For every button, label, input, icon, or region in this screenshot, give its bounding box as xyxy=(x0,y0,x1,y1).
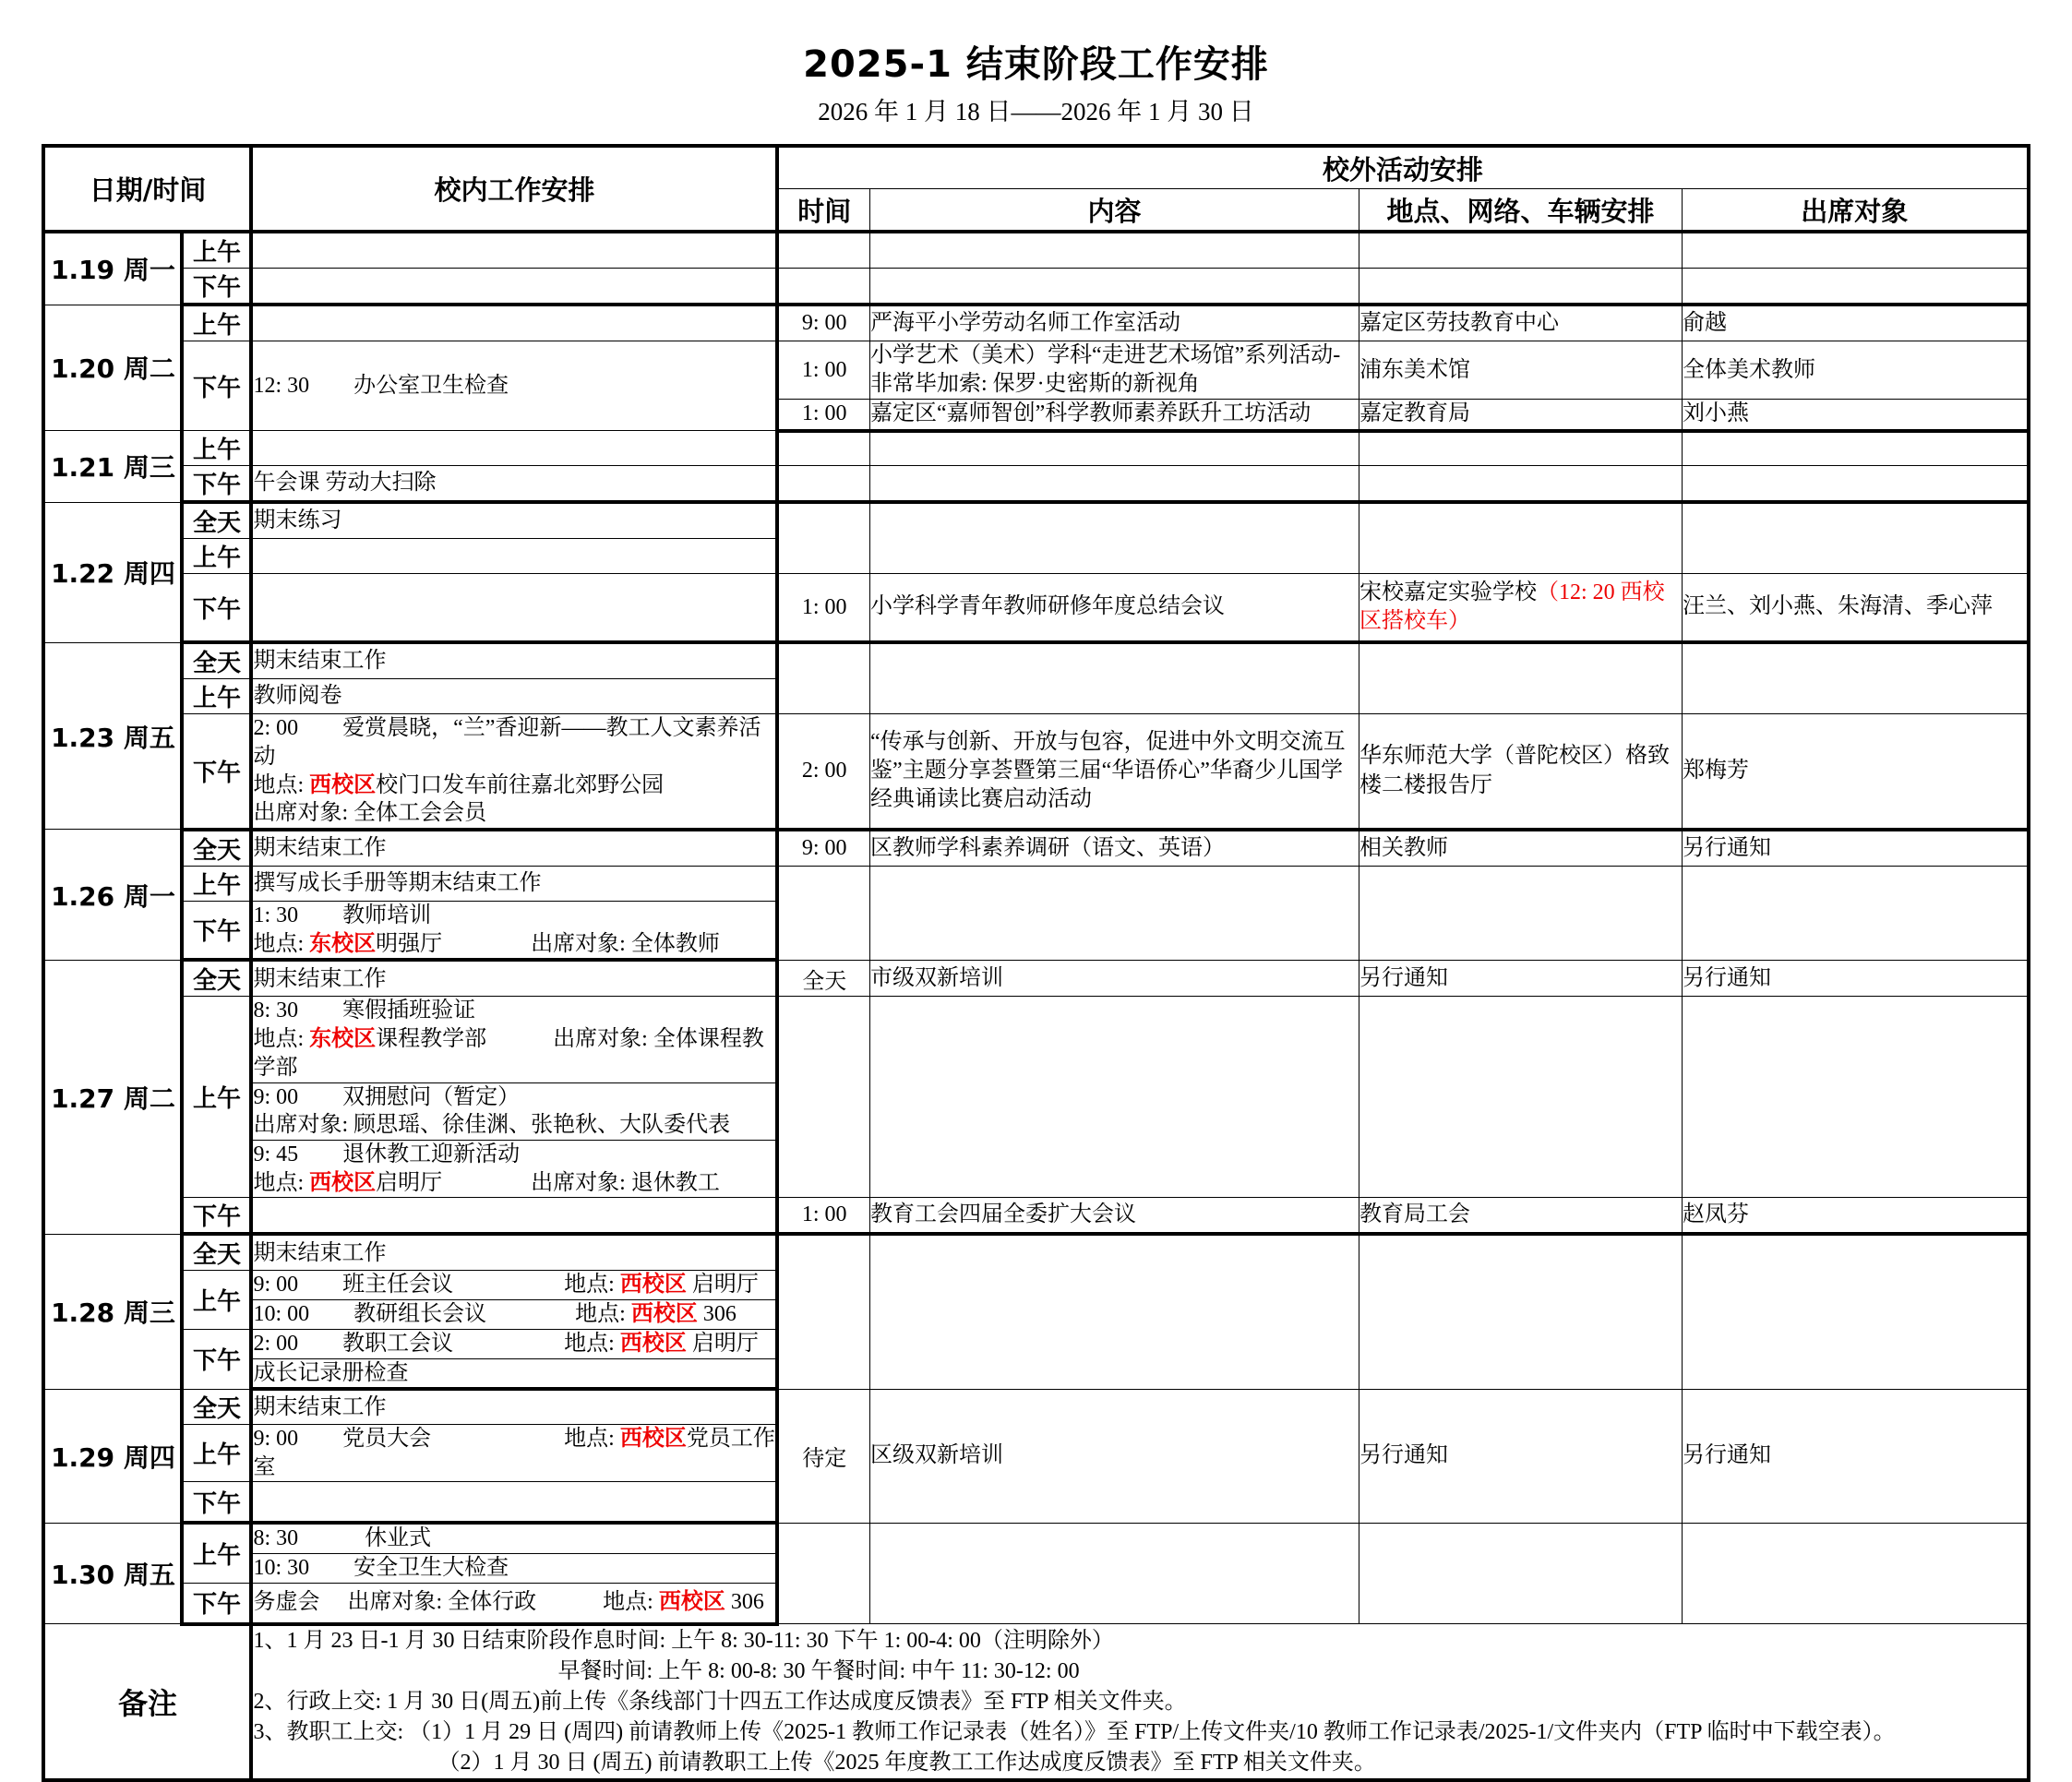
in-school-cell xyxy=(251,1082,777,1140)
out-time-cell: 1: 00 xyxy=(777,341,869,400)
campus-tag: 西校区 xyxy=(619,1426,687,1451)
out-place-cell xyxy=(1359,269,1682,305)
period-label-allday: 全天 xyxy=(182,830,251,867)
out-place-text: 宋校嘉定实验学校 xyxy=(1359,580,1537,604)
period-label-allday: 全天 xyxy=(182,960,251,997)
out-attendees-cell xyxy=(1682,642,2028,714)
in-school-cell xyxy=(251,1198,777,1235)
schedule-page xyxy=(0,35,2072,1776)
day-label: 1.21 周三 xyxy=(43,431,182,503)
header-attendees: 出席对象 xyxy=(1682,189,2028,233)
out-place-cell: 嘉定区劳技教育中心 xyxy=(1359,305,1682,341)
table-row xyxy=(43,341,2028,400)
period-label-morning: 上午 xyxy=(182,1271,251,1329)
in-school-cell: 期末结束工作 xyxy=(251,830,777,867)
table-row xyxy=(43,1523,2028,1553)
table-row xyxy=(43,305,2028,341)
out-place-cell xyxy=(1359,574,1682,643)
out-time-cell: 1: 00 xyxy=(777,1198,869,1235)
out-time-cell xyxy=(777,466,869,503)
out-time-cell: 2: 00 xyxy=(777,714,869,830)
out-content-cell xyxy=(869,431,1359,466)
out-place-cell: 浦东美术馆 xyxy=(1359,341,1682,400)
in-school-cell xyxy=(251,431,777,466)
header-place: 地点、网络、车辆安排 xyxy=(1359,189,1682,233)
in-school-cell: 期末结束工作 xyxy=(251,642,777,679)
out-time-cell xyxy=(777,1234,869,1389)
out-time-cell xyxy=(777,269,869,305)
notes-line: 早餐时间: 上午 8: 00-8: 30 午餐时间: 中午 11: 30-12: 00 xyxy=(557,1658,1080,1683)
out-time-cell xyxy=(777,642,869,714)
out-attendees-cell xyxy=(1682,466,2028,503)
in-school-line: 地点: 东校区课程教学部 出席对象: 全体课程教学部 xyxy=(253,1027,764,1080)
period-label-allday: 全天 xyxy=(182,1234,251,1271)
period-label-afternoon: 下午 xyxy=(182,1329,251,1389)
in-school-cell xyxy=(251,539,777,574)
day-label: 1.28 周三 xyxy=(43,1234,182,1389)
table-row xyxy=(43,866,2028,901)
out-attendees-cell xyxy=(1682,431,2028,466)
campus-tag: 西校区 xyxy=(619,1273,687,1298)
day-label: 1.30 周五 xyxy=(43,1523,182,1623)
out-place-cell xyxy=(1359,866,1682,960)
out-place-cell: 另行通知 xyxy=(1359,1389,1682,1523)
notes-body xyxy=(251,1624,2028,1781)
out-content-cell xyxy=(869,1523,1359,1623)
day-label: 1.29 周四 xyxy=(43,1389,182,1523)
in-school-cell xyxy=(251,574,777,643)
out-place-cell xyxy=(1359,431,1682,466)
table-row xyxy=(43,714,2028,830)
out-attendees-cell: 郑梅芳 xyxy=(1682,714,2028,830)
out-content-cell xyxy=(869,1234,1359,1389)
day-label: 1.26 周一 xyxy=(43,830,182,960)
period-label-allday: 全天 xyxy=(182,1389,251,1424)
in-school-cell: 教师阅卷 xyxy=(251,679,777,714)
page-subtitle: 2026 年 1 月 18 日——2026 年 1 月 30 日 xyxy=(818,98,1254,126)
in-school-cell xyxy=(251,1140,777,1197)
out-place-cell: 相关教师 xyxy=(1359,830,1682,867)
out-attendees-cell: 汪兰、刘小燕、朱海清、季心萍 xyxy=(1682,574,2028,643)
period-label-morning: 上午 xyxy=(182,232,251,269)
out-attendees-cell: 另行通知 xyxy=(1682,960,2028,997)
out-time-cell: 待定 xyxy=(777,1389,869,1523)
in-school-cell: 9: 00 班主任会议 地点: 西校区 启明厅 xyxy=(251,1271,777,1300)
out-attendees-cell: 另行通知 xyxy=(1682,1389,2028,1523)
out-place-cell: 嘉定教育局 xyxy=(1359,400,1682,431)
table-row xyxy=(43,502,2028,539)
period-label-afternoon: 下午 xyxy=(182,1198,251,1235)
out-content-cell: 小学艺术（美术）学科“走进艺术场馆”系列活动-非常毕加索: 保罗·史密斯的新视角 xyxy=(869,341,1359,400)
out-attendees-cell: 全体美术教师 xyxy=(1682,341,2028,400)
header-time: 时间 xyxy=(777,189,869,233)
out-place-cell xyxy=(1359,642,1682,714)
out-time-cell xyxy=(777,502,869,574)
period-label-morning: 上午 xyxy=(182,539,251,574)
notes-line: （2）1 月 30 日 (周五) 前请教职工上传《2025 年度教工工作达成度反馈表》至 FTP 相关文件夹。 xyxy=(437,1751,1376,1776)
table-row xyxy=(43,269,2028,305)
day-label: 1.23 周五 xyxy=(43,642,182,830)
in-school-cell xyxy=(251,901,777,960)
period-label-morning: 上午 xyxy=(182,997,251,1198)
out-content-cell: 小学科学青年教师研修年度总结会议 xyxy=(869,574,1359,643)
out-content-cell xyxy=(869,997,1359,1198)
out-time-cell: 9: 00 xyxy=(777,830,869,867)
out-content-cell: 区级双新培训 xyxy=(869,1389,1359,1523)
in-school-cell: 10: 00 教研组长会议 地点: 西校区 306 xyxy=(251,1300,777,1330)
out-attendees-cell xyxy=(1682,269,2028,305)
period-label-allday: 全天 xyxy=(182,642,251,679)
out-place-bus-note: （12: 20 西校区搭校车） xyxy=(1359,580,1665,634)
table-row xyxy=(43,574,2028,643)
notes-line: 1、1 月 23 日-1 月 30 日结束阶段作息时间: 上午 8: 30-11: 30 下午 1: 00-4: 00（注明除外） xyxy=(253,1628,1114,1653)
in-school-line: 2: 00 爱赏晨晓，“兰”香迎新——教工人文素养活动 xyxy=(253,716,761,769)
out-place-cell xyxy=(1359,232,1682,269)
campus-tag: 西校区 xyxy=(309,1170,377,1195)
header-content: 内容 xyxy=(869,189,1359,233)
out-time-cell xyxy=(777,997,869,1198)
in-school-cell xyxy=(251,269,777,305)
header-date-time: 日期/时间 xyxy=(43,146,251,232)
in-school-cell: 期末练习 xyxy=(251,502,777,539)
in-school-cell: 务虚会 出席对象: 全体行政 地点: 西校区 306 xyxy=(251,1583,777,1624)
period-label-morning: 上午 xyxy=(182,1424,251,1481)
out-place-cell: 教育局工会 xyxy=(1359,1198,1682,1235)
out-attendees-cell xyxy=(1682,997,2028,1198)
in-school-line: 1: 30 教师培训 xyxy=(253,903,432,927)
out-time-cell xyxy=(777,431,869,466)
table-row xyxy=(43,1389,2028,1424)
in-school-cell: 午会课 劳动大扫除 xyxy=(251,466,777,503)
table-row xyxy=(43,830,2028,867)
notes-line: 2、行政上交: 1 月 30 日(周五)前上传《条线部门十四五工作达成度反馈表》至 FTP 相关文件夹。 xyxy=(253,1689,1187,1714)
in-school-cell: 9: 00 党员大会 地点: 西校区党员工作室 xyxy=(251,1424,777,1481)
out-content-cell: 区教师学科素养调研（语文、英语） xyxy=(869,830,1359,867)
period-label-afternoon: 下午 xyxy=(182,1482,251,1524)
out-content-cell xyxy=(869,466,1359,503)
out-attendees-cell xyxy=(1682,502,2028,574)
campus-tag: 西校区 xyxy=(658,1590,725,1615)
table-row xyxy=(43,960,2028,997)
out-attendees-cell: 俞越 xyxy=(1682,305,2028,341)
out-time-cell: 全天 xyxy=(777,960,869,997)
out-place-cell: 华东师范大学（普陀校区）格致楼二楼报告厅 xyxy=(1359,714,1682,830)
table-header-row xyxy=(43,146,2028,189)
in-school-cell: 撰写成长手册等期末结束工作 xyxy=(251,866,777,901)
out-time-cell: 9: 00 xyxy=(777,305,869,341)
out-content-cell xyxy=(869,232,1359,269)
period-label-afternoon: 下午 xyxy=(182,574,251,643)
out-place-cell xyxy=(1359,466,1682,503)
in-school-cell: 成长记录册检查 xyxy=(251,1358,777,1389)
out-time-cell xyxy=(777,232,869,269)
out-attendees-cell: 另行通知 xyxy=(1682,830,2028,867)
table-row xyxy=(43,642,2028,679)
period-label-afternoon: 下午 xyxy=(182,1583,251,1624)
campus-tag: 西校区 xyxy=(309,772,377,797)
out-time-cell: 1: 00 xyxy=(777,400,869,431)
page-title: 2025-1 结束阶段工作安排 xyxy=(803,43,1269,86)
in-school-cell xyxy=(251,997,777,1082)
notes-line: 3、教职工上交: （1）1 月 29 日 (周四) 前请教师上传《2025-1 教师工作记录表（姓名）》至 FTP/上传文件夹/10 教师工作记录表/2025-1/文件夹内（FTP 临时中下载空表）。 xyxy=(253,1719,1896,1744)
out-content-cell xyxy=(869,642,1359,714)
table-row xyxy=(43,1198,2028,1235)
out-time-cell xyxy=(777,866,869,960)
out-content-cell: 教育工会四届全委扩大会议 xyxy=(869,1198,1359,1235)
in-school-cell: 2: 00 教职工会议 地点: 西校区 启明厅 xyxy=(251,1329,777,1358)
out-content-cell xyxy=(869,269,1359,305)
out-time-cell: 1: 00 xyxy=(777,574,869,643)
in-school-line: 出席对象: 全体工会会员 xyxy=(253,801,487,826)
out-attendees-cell: 刘小燕 xyxy=(1682,400,2028,431)
schedule-table xyxy=(42,144,2030,1782)
out-content-cell xyxy=(869,866,1359,960)
in-school-line: 8: 30 寒假插班验证 xyxy=(253,999,476,1023)
in-school-line: 9: 00 双拥慰问（暂定） xyxy=(253,1084,521,1109)
out-place-cell: 另行通知 xyxy=(1359,960,1682,997)
in-school-cell: 8: 30 休业式 xyxy=(251,1523,777,1553)
out-content-cell: 市级双新培训 xyxy=(869,960,1359,997)
in-school-cell xyxy=(251,714,777,830)
out-content-cell: “传承与创新、开放与包容，促进中外文明交流互鉴”主题分享荟暨第三届“华语侨心”华裔少儿国学经典诵读比赛启动活动 xyxy=(869,714,1359,830)
notes-label: 备注 xyxy=(43,1624,251,1781)
campus-tag: 西校区 xyxy=(630,1302,698,1327)
in-school-cell: 10: 30 安全卫生大检查 xyxy=(251,1553,777,1583)
out-content-cell xyxy=(869,502,1359,574)
period-label-morning: 上午 xyxy=(182,679,251,714)
in-school-line: 出席对象: 顾思瑶、徐佳渊、张艳秋、大队委代表 xyxy=(253,1113,731,1138)
in-school-cell: 期末结束工作 xyxy=(251,960,777,997)
in-school-cell: 12: 30 办公室卫生检查 xyxy=(251,341,777,431)
notes-row xyxy=(43,1624,2028,1781)
out-place-cell xyxy=(1359,502,1682,574)
period-label-afternoon: 下午 xyxy=(182,466,251,503)
header-in-school: 校内工作安排 xyxy=(251,146,777,232)
in-school-line: 地点: 西校区启明厅 出席对象: 退休教工 xyxy=(253,1170,720,1195)
out-attendees-cell xyxy=(1682,1523,2028,1623)
out-place-cell xyxy=(1359,997,1682,1198)
period-label-afternoon: 下午 xyxy=(182,341,251,431)
day-label: 1.20 周二 xyxy=(43,305,182,431)
in-school-cell: 期末结束工作 xyxy=(251,1389,777,1424)
in-school-cell: 期末结束工作 xyxy=(251,1234,777,1271)
day-label: 1.27 周二 xyxy=(43,960,182,1234)
out-place-cell xyxy=(1359,1234,1682,1389)
header-out-school: 校外活动安排 xyxy=(777,146,2028,189)
in-school-line: 9: 45 退休教工迎新活动 xyxy=(253,1142,521,1166)
period-label-allday: 全天 xyxy=(182,502,251,539)
out-content-cell: 严海平小学劳动名师工作室活动 xyxy=(869,305,1359,341)
day-label: 1.19 周一 xyxy=(43,232,182,305)
in-school-cell xyxy=(251,232,777,269)
campus-tag: 西校区 xyxy=(619,1331,687,1356)
in-school-cell xyxy=(251,305,777,341)
period-label-morning: 上午 xyxy=(182,305,251,341)
out-time-cell xyxy=(777,1523,869,1623)
period-label-morning: 上午 xyxy=(182,431,251,466)
period-label-afternoon: 下午 xyxy=(182,269,251,305)
out-attendees-cell xyxy=(1682,232,2028,269)
in-school-line: 地点: 东校区明强厅 出席对象: 全体教师 xyxy=(253,931,720,956)
out-place-cell xyxy=(1359,1523,1682,1623)
period-label-morning: 上午 xyxy=(182,1523,251,1583)
campus-tag: 东校区 xyxy=(309,931,377,956)
campus-tag: 东校区 xyxy=(309,1027,377,1052)
day-label: 1.22 周四 xyxy=(43,502,182,642)
in-school-line: 地点: 西校区校门口发车前往嘉北郊野公园 xyxy=(253,772,665,797)
out-attendees-cell xyxy=(1682,866,2028,960)
period-label-morning: 上午 xyxy=(182,866,251,901)
period-label-afternoon: 下午 xyxy=(182,901,251,960)
out-attendees-cell: 赵凤芬 xyxy=(1682,1198,2028,1235)
period-label-afternoon: 下午 xyxy=(182,714,251,830)
table-row xyxy=(43,1234,2028,1271)
in-school-cell xyxy=(251,1482,777,1524)
table-row xyxy=(43,997,2028,1082)
table-row xyxy=(43,431,2028,466)
table-row xyxy=(43,466,2028,503)
out-attendees-cell xyxy=(1682,1234,2028,1389)
table-row xyxy=(43,232,2028,269)
out-content-cell: 嘉定区“嘉师智创”科学教师素养跃升工坊活动 xyxy=(869,400,1359,431)
